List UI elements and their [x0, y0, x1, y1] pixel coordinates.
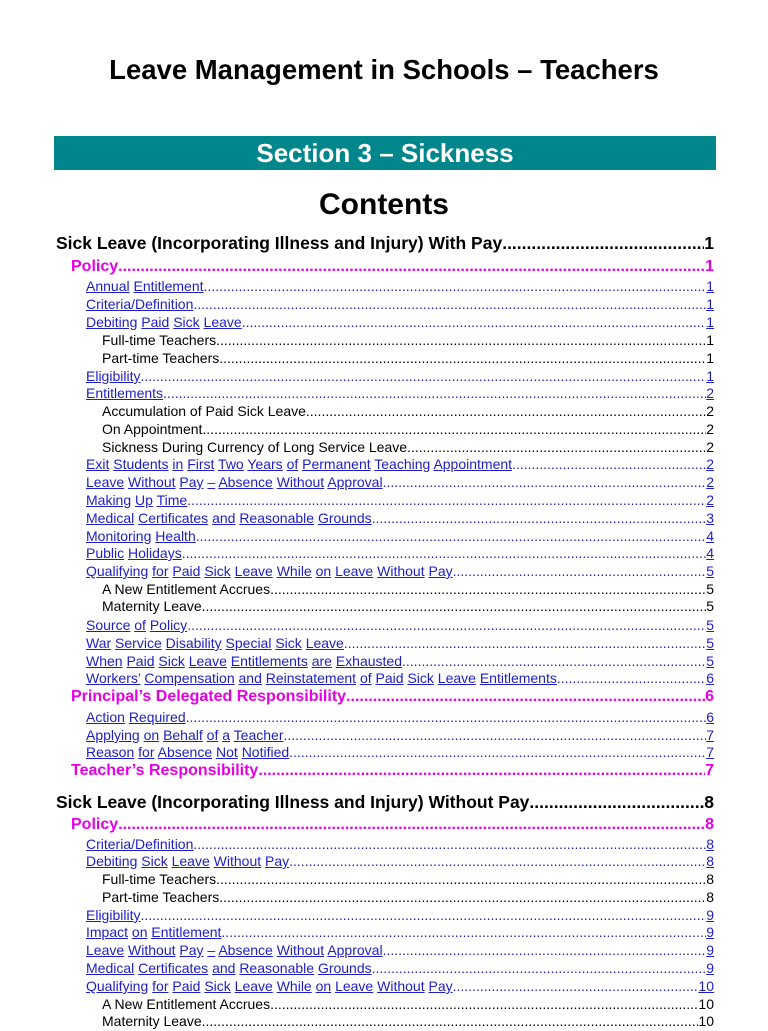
dot-leader — [453, 978, 699, 994]
toc-page-number: 9 — [706, 924, 714, 940]
toc-entry[interactable] — [86, 942, 714, 960]
toc-page-number: 5 — [706, 563, 714, 579]
toc-entry-label: Qualifying for Paid Sick Leave While on Leave Without Pay — [86, 563, 453, 579]
toc-entry-label: Policy — [71, 258, 119, 275]
toc-entry — [102, 403, 714, 421]
dot-leader — [202, 1013, 699, 1029]
dot-leader — [383, 474, 707, 490]
dot-leader — [242, 314, 707, 330]
toc-page-number: 9 — [706, 907, 714, 923]
dot-leader — [529, 792, 704, 813]
toc-entry-label: Teacher’s Responsibility — [71, 762, 259, 779]
toc-page-number: 6 — [706, 670, 714, 686]
dot-leader — [219, 889, 706, 905]
toc-entry[interactable] — [86, 545, 714, 563]
toc-entry-label: Full-time Teachers — [102, 332, 217, 348]
dot-leader — [402, 653, 706, 669]
toc-page-number: 8 — [706, 871, 714, 887]
dot-leader — [118, 258, 705, 276]
toc-page-number: 1 — [706, 368, 714, 384]
toc-entry-label: Part-time Teachers — [102, 889, 220, 905]
toc-entry-label: Criteria/Definition — [86, 296, 194, 312]
dot-leader — [289, 744, 706, 760]
toc-page-number: 10 — [698, 1013, 714, 1029]
dot-leader — [289, 853, 706, 869]
toc-entry[interactable] — [86, 727, 714, 745]
toc-entry[interactable] — [86, 296, 714, 314]
dot-leader — [216, 871, 706, 887]
toc-entry-label: War Service Disability Special Sick Leave — [86, 635, 344, 651]
toc-page-number: 1 — [706, 296, 714, 312]
toc-page-number: 6 — [706, 709, 714, 725]
toc-page-number: 8 — [704, 792, 714, 812]
toc-entry[interactable] — [86, 907, 714, 925]
toc-entry-label: Full-time Teachers — [102, 871, 217, 887]
toc-entry[interactable] — [86, 978, 714, 996]
toc-section[interactable] — [71, 258, 714, 279]
toc-page-number: 2 — [706, 492, 714, 508]
toc-entry-label: Policy — [71, 816, 119, 833]
dot-leader — [140, 907, 706, 923]
dot-leader — [219, 350, 706, 366]
toc-entry — [102, 421, 714, 439]
toc-entry[interactable] — [86, 474, 714, 492]
section-banner: Section 3 – Sickness — [54, 136, 716, 170]
toc-page-number: 5 — [706, 581, 714, 597]
dot-leader — [140, 368, 706, 384]
toc-entry-label: Monitoring Health — [86, 528, 196, 544]
toc-entry-label: Workers’ Compensation and Reinstatement of Paid Sick Leave Entitlements — [86, 670, 557, 686]
dot-leader — [270, 581, 706, 597]
dot-leader — [372, 510, 707, 526]
toc-entry-label: Sick Leave (Incorporating Illness and Injury) Without Pay — [56, 792, 530, 812]
toc-entry-label: Source of Policy — [86, 617, 188, 633]
dot-leader — [557, 670, 706, 686]
dot-leader — [407, 439, 706, 455]
toc-entry[interactable] — [86, 924, 714, 942]
toc-entry — [102, 889, 714, 907]
toc-entry-label: Maternity Leave — [102, 1013, 202, 1029]
toc-entry[interactable] — [86, 836, 714, 854]
toc-entry[interactable] — [86, 617, 714, 635]
toc-page-number: 2 — [706, 403, 714, 419]
toc-entry-label: On Appointment — [102, 421, 203, 437]
toc-page-number: 4 — [706, 545, 714, 561]
toc-page-number: 2 — [706, 474, 714, 490]
dot-leader — [202, 421, 706, 437]
toc-page-number: 7 — [705, 762, 714, 779]
toc-entry-label: Impact on Entitlement — [86, 924, 222, 940]
toc-entry[interactable] — [86, 563, 714, 581]
toc-chapter — [56, 792, 714, 816]
dot-leader — [204, 278, 707, 294]
dot-leader — [182, 545, 706, 561]
toc-entry-label: Debiting Paid Sick Leave — [86, 314, 242, 330]
dot-leader — [270, 996, 698, 1012]
toc-entry-label: Reason for Absence Not Notified — [86, 744, 290, 760]
toc-entry — [102, 581, 714, 599]
toc-entry-label: Public Holidays — [86, 545, 182, 561]
toc-entry-label: Exit Students in First Two Years of Permanent Teaching Appointment — [86, 456, 513, 472]
dot-leader — [383, 942, 707, 958]
toc-entry[interactable] — [86, 635, 714, 653]
dot-leader — [202, 598, 707, 614]
toc-entry-label: Applying on Behalf of a Teacher — [86, 727, 284, 743]
toc-entry — [102, 1013, 714, 1031]
dot-leader — [187, 492, 706, 508]
toc-page-number: 7 — [706, 727, 714, 743]
toc-entry[interactable] — [86, 670, 714, 688]
toc-entry-label: Sick Leave (Incorporating Illness and Injury) With Pay — [56, 233, 503, 253]
toc-page-number: 1 — [705, 258, 714, 275]
toc-entry[interactable] — [86, 528, 714, 546]
toc-page-number: 1 — [706, 332, 714, 348]
toc-page-number: 4 — [706, 528, 714, 544]
toc-page-number: 10 — [698, 996, 714, 1012]
toc-entry-label: Part-time Teachers — [102, 350, 220, 366]
toc-page-number: 8 — [706, 853, 714, 869]
toc-entry-label: A New Entitlement Accrues — [102, 581, 271, 597]
toc-page-number: 10 — [698, 978, 714, 994]
dot-leader — [502, 233, 704, 254]
toc-entry — [102, 598, 714, 616]
toc-entry-label: Accumulation of Paid Sick Leave — [102, 403, 306, 419]
toc-entry-label: Criteria/Definition — [86, 836, 194, 852]
dot-leader — [453, 563, 707, 579]
toc-entry[interactable] — [86, 744, 714, 762]
dot-leader — [306, 403, 706, 419]
toc-entry[interactable] — [86, 653, 714, 671]
toc-entry-label: A New Entitlement Accrues — [102, 996, 271, 1012]
dot-leader — [346, 688, 705, 706]
toc-page-number: 5 — [706, 617, 714, 633]
toc-entry-label: Leave Without Pay – Absence Without Approval — [86, 942, 383, 958]
toc-page-number: 8 — [706, 836, 714, 852]
toc-page-number: 1 — [706, 278, 714, 294]
toc-entry-label: Medical Certificates and Reasonable Grounds — [86, 960, 372, 976]
dot-leader — [372, 960, 707, 976]
toc-page-number: 8 — [705, 816, 714, 833]
toc-page-number: 7 — [706, 744, 714, 760]
toc-page-number: 9 — [706, 960, 714, 976]
toc-page-number: 3 — [706, 510, 714, 526]
toc-entry[interactable] — [86, 314, 714, 332]
toc-page-number: 5 — [706, 635, 714, 651]
toc-page-number: 8 — [706, 889, 714, 905]
toc-section[interactable] — [71, 816, 714, 837]
dot-leader — [196, 528, 706, 544]
toc-entry — [102, 332, 714, 350]
toc-page-number: 5 — [706, 653, 714, 669]
dot-leader — [512, 456, 706, 472]
dot-leader — [344, 635, 706, 651]
toc-entry-label: Entitlements — [86, 385, 164, 401]
document-title: Leave Management in Schools – Teachers — [109, 54, 659, 85]
dot-leader — [283, 727, 706, 743]
toc-entry-label: Qualifying for Paid Sick Leave While on Leave Without Pay — [86, 978, 453, 994]
toc-page-number: 1 — [706, 350, 714, 366]
toc-page-number: 2 — [706, 421, 714, 437]
toc-entry-label: Eligibility — [86, 368, 141, 384]
toc-entry-label: Maternity Leave — [102, 598, 202, 614]
dot-leader — [187, 617, 706, 633]
toc-page-number: 2 — [706, 385, 714, 401]
toc-entry-label: Medical Certificates and Reasonable Grounds — [86, 510, 372, 526]
toc-chapter — [56, 233, 714, 257]
toc-entry-label: Principal’s Delegated Responsibility — [71, 688, 347, 705]
dot-leader — [193, 296, 706, 312]
toc-entry[interactable] — [86, 278, 714, 296]
toc-page-number: 2 — [706, 439, 714, 455]
toc-entry — [102, 871, 714, 889]
toc-page-number: 1 — [706, 314, 714, 330]
toc-section[interactable] — [71, 762, 714, 783]
dot-leader — [186, 709, 707, 725]
toc-entry-label: Annual Entitlement — [86, 278, 204, 294]
toc-entry[interactable] — [86, 492, 714, 510]
toc-entry[interactable] — [86, 385, 714, 403]
toc-page-number: 2 — [706, 456, 714, 472]
toc-page-number: 9 — [706, 942, 714, 958]
toc-entry-label: Eligibility — [86, 907, 141, 923]
dot-leader — [193, 836, 706, 852]
toc-entry-label: Sickness During Currency of Long Service Leave — [102, 439, 408, 455]
dot-leader — [163, 385, 706, 401]
toc-entry-label: Leave Without Pay – Absence Without Approval — [86, 474, 383, 490]
dot-leader — [221, 924, 706, 940]
toc-entry-label: When Paid Sick Leave Entitlements are Exhausted — [86, 653, 403, 669]
toc-page-number: 5 — [706, 598, 714, 614]
toc-entry[interactable] — [86, 709, 714, 727]
dot-leader — [258, 762, 705, 780]
dot-leader — [118, 816, 705, 834]
toc-entry[interactable] — [86, 456, 714, 474]
toc-page-number: 1 — [704, 233, 714, 253]
toc-entry-label: Making Up Time — [86, 492, 188, 508]
toc-entry[interactable] — [86, 510, 714, 528]
toc-section[interactable] — [71, 688, 714, 709]
toc-entry — [102, 996, 714, 1014]
toc-page-number: 6 — [705, 688, 714, 705]
dot-leader — [216, 332, 706, 348]
toc-entry[interactable] — [86, 960, 714, 978]
toc-entry-label: Action Required — [86, 709, 186, 725]
toc-entry — [102, 350, 714, 368]
toc-entry[interactable] — [86, 368, 714, 386]
toc-entry-label: Debiting Sick Leave Without Pay — [86, 853, 290, 869]
contents-heading: Contents — [319, 188, 449, 221]
toc-entry — [102, 439, 714, 457]
toc-entry[interactable] — [86, 853, 714, 871]
